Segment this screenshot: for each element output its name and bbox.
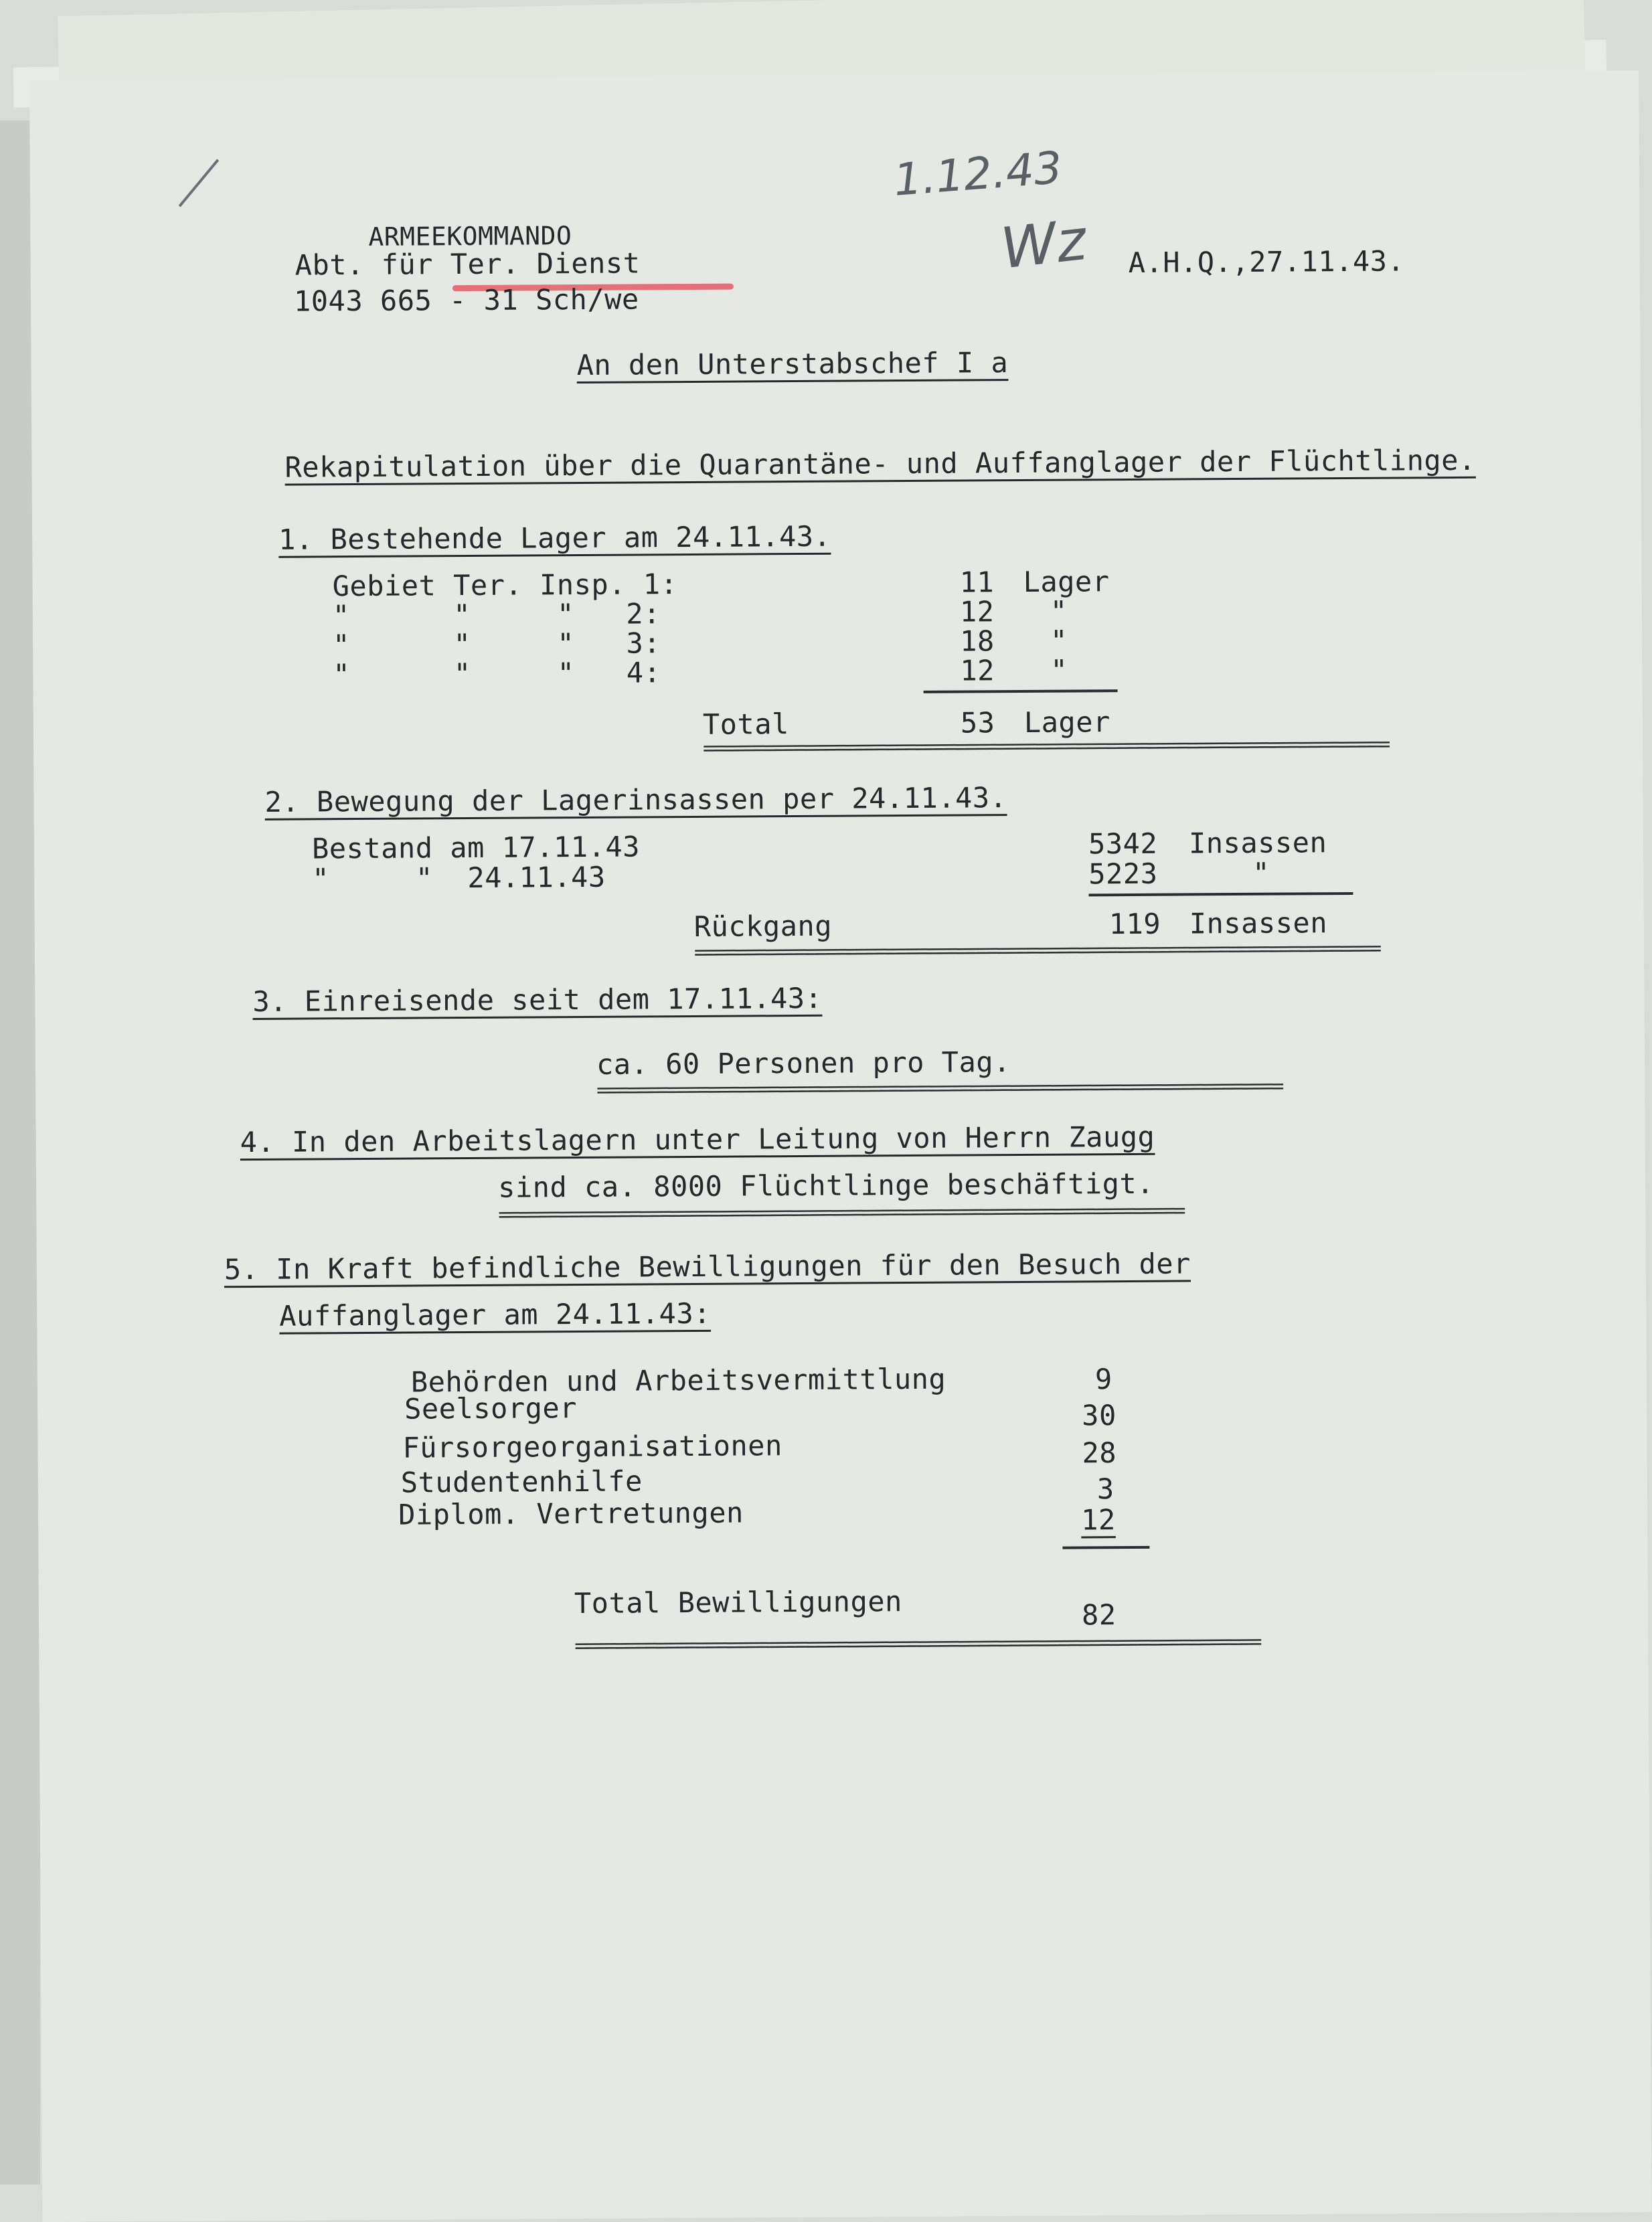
section1-row-label: " " " 4:	[333, 656, 661, 691]
addressee: An den Unterstabschef I a	[576, 346, 1009, 382]
section4-line2: sind ca. 8000 Flüchtlinge beschäftigt.	[497, 1167, 1155, 1204]
section3-heading: 3. Einreisende seit dem 17.11.43:	[252, 981, 823, 1018]
section1-row-unit: "	[1050, 624, 1068, 657]
handwritten-date: 1.12.43	[892, 141, 1064, 206]
section5-row-count: 12	[1081, 1503, 1116, 1537]
section1-total-unit: Lager	[1023, 705, 1110, 739]
section5-row-count: 3	[1096, 1472, 1114, 1506]
place-date: A.H.Q.,27.11.43.	[1128, 244, 1405, 279]
section4-line1: 4. In den Arbeitslagern unter Leitung von Herrn Zaugg	[240, 1120, 1155, 1159]
handwritten-initials: Wz	[997, 207, 1090, 282]
section5-row-label: Studentenhilfe	[400, 1464, 643, 1499]
section1-row-label: Gebiet Ter. Insp. 1:	[332, 568, 678, 603]
section2-total-count: 119	[1108, 907, 1161, 941]
section5-total-label: Total Bewilligungen	[574, 1585, 902, 1620]
section2-double-rule: ====================================================================	[693, 936, 1380, 964]
section3-text: ca. 60 Personen pro Tag.	[596, 1045, 1011, 1081]
section2-row-count: 5223	[1088, 857, 1158, 891]
section5-heading-line2: Auffanglager am 24.11.43:	[279, 1296, 712, 1333]
section2-row-label: Bestand am 17.11.43	[311, 830, 641, 865]
section4-double-rule: ====================================================================	[498, 1199, 1184, 1227]
section1-total-count: 53	[960, 706, 995, 740]
section2-heading: 2. Bewegung der Lagerinsassen per 24.11.43.	[264, 781, 1007, 819]
section1-row-unit: "	[1050, 653, 1068, 687]
section1-row-label: " " " 3:	[333, 626, 661, 662]
section3-double-rule: ====================================================================	[596, 1074, 1283, 1102]
section5-sum-rule	[1062, 1546, 1149, 1549]
section2-row-unit: Insassen	[1188, 826, 1327, 860]
section5-double-rule: ====================================================================	[574, 1630, 1260, 1658]
org-line-1: ARMEEKOMMANDO	[368, 221, 572, 252]
section5-row-count: 9	[1094, 1363, 1112, 1396]
section1-sum-rule	[924, 689, 1118, 693]
org-line-2: Abt. für Ter. Dienst	[295, 246, 641, 282]
section2-sum-rule	[1088, 892, 1353, 896]
section1-row-label: " " " 2:	[332, 597, 661, 632]
section1-total-label: Total	[702, 707, 789, 741]
section5-row-label: Seelsorger	[404, 1391, 578, 1426]
section1-row-count: 12	[959, 595, 995, 628]
section2-total-unit: Insassen	[1189, 906, 1328, 940]
section1-row-unit: "	[1050, 594, 1068, 628]
section1-row-count: 11	[959, 566, 995, 599]
pencil-tick-mark	[179, 159, 220, 207]
reference-number: 1043 665 - 31 Sch/we	[293, 282, 639, 318]
section2-row-label: " " 24.11.43	[312, 860, 606, 895]
section5-total-count: 82	[1081, 1598, 1117, 1632]
section2-total-label: Rückgang	[693, 909, 833, 943]
section1-double-rule: ====================================================================	[703, 732, 1389, 760]
section5-row-label: Diplom. Vertretungen	[398, 1496, 744, 1531]
section5-row-label: Fürsorgeorganisationen	[402, 1429, 782, 1464]
section1-row-count: 12	[960, 654, 995, 687]
section5-row-count: 28	[1082, 1436, 1117, 1470]
section5-row-label: Behörden und Arbeitsvermittlung	[410, 1362, 946, 1399]
section5-heading-line1: 5. In Kraft befindliche Bewilligungen für den Besuch der	[224, 1247, 1191, 1286]
section2-row-unit: "	[1252, 856, 1270, 889]
section2-row-count: 5342	[1088, 827, 1158, 861]
document-title: Rekapitulation über die Quarantäne- und Auffanglager der Flüchtlinge.	[284, 443, 1476, 484]
section1-row-count: 18	[959, 624, 995, 658]
section1-heading: 1. Bestehende Lager am 24.11.43.	[278, 519, 831, 556]
document-page	[29, 70, 1652, 2222]
section5-row-count: 30	[1082, 1399, 1117, 1432]
section1-row-unit: Lager	[1023, 565, 1110, 598]
